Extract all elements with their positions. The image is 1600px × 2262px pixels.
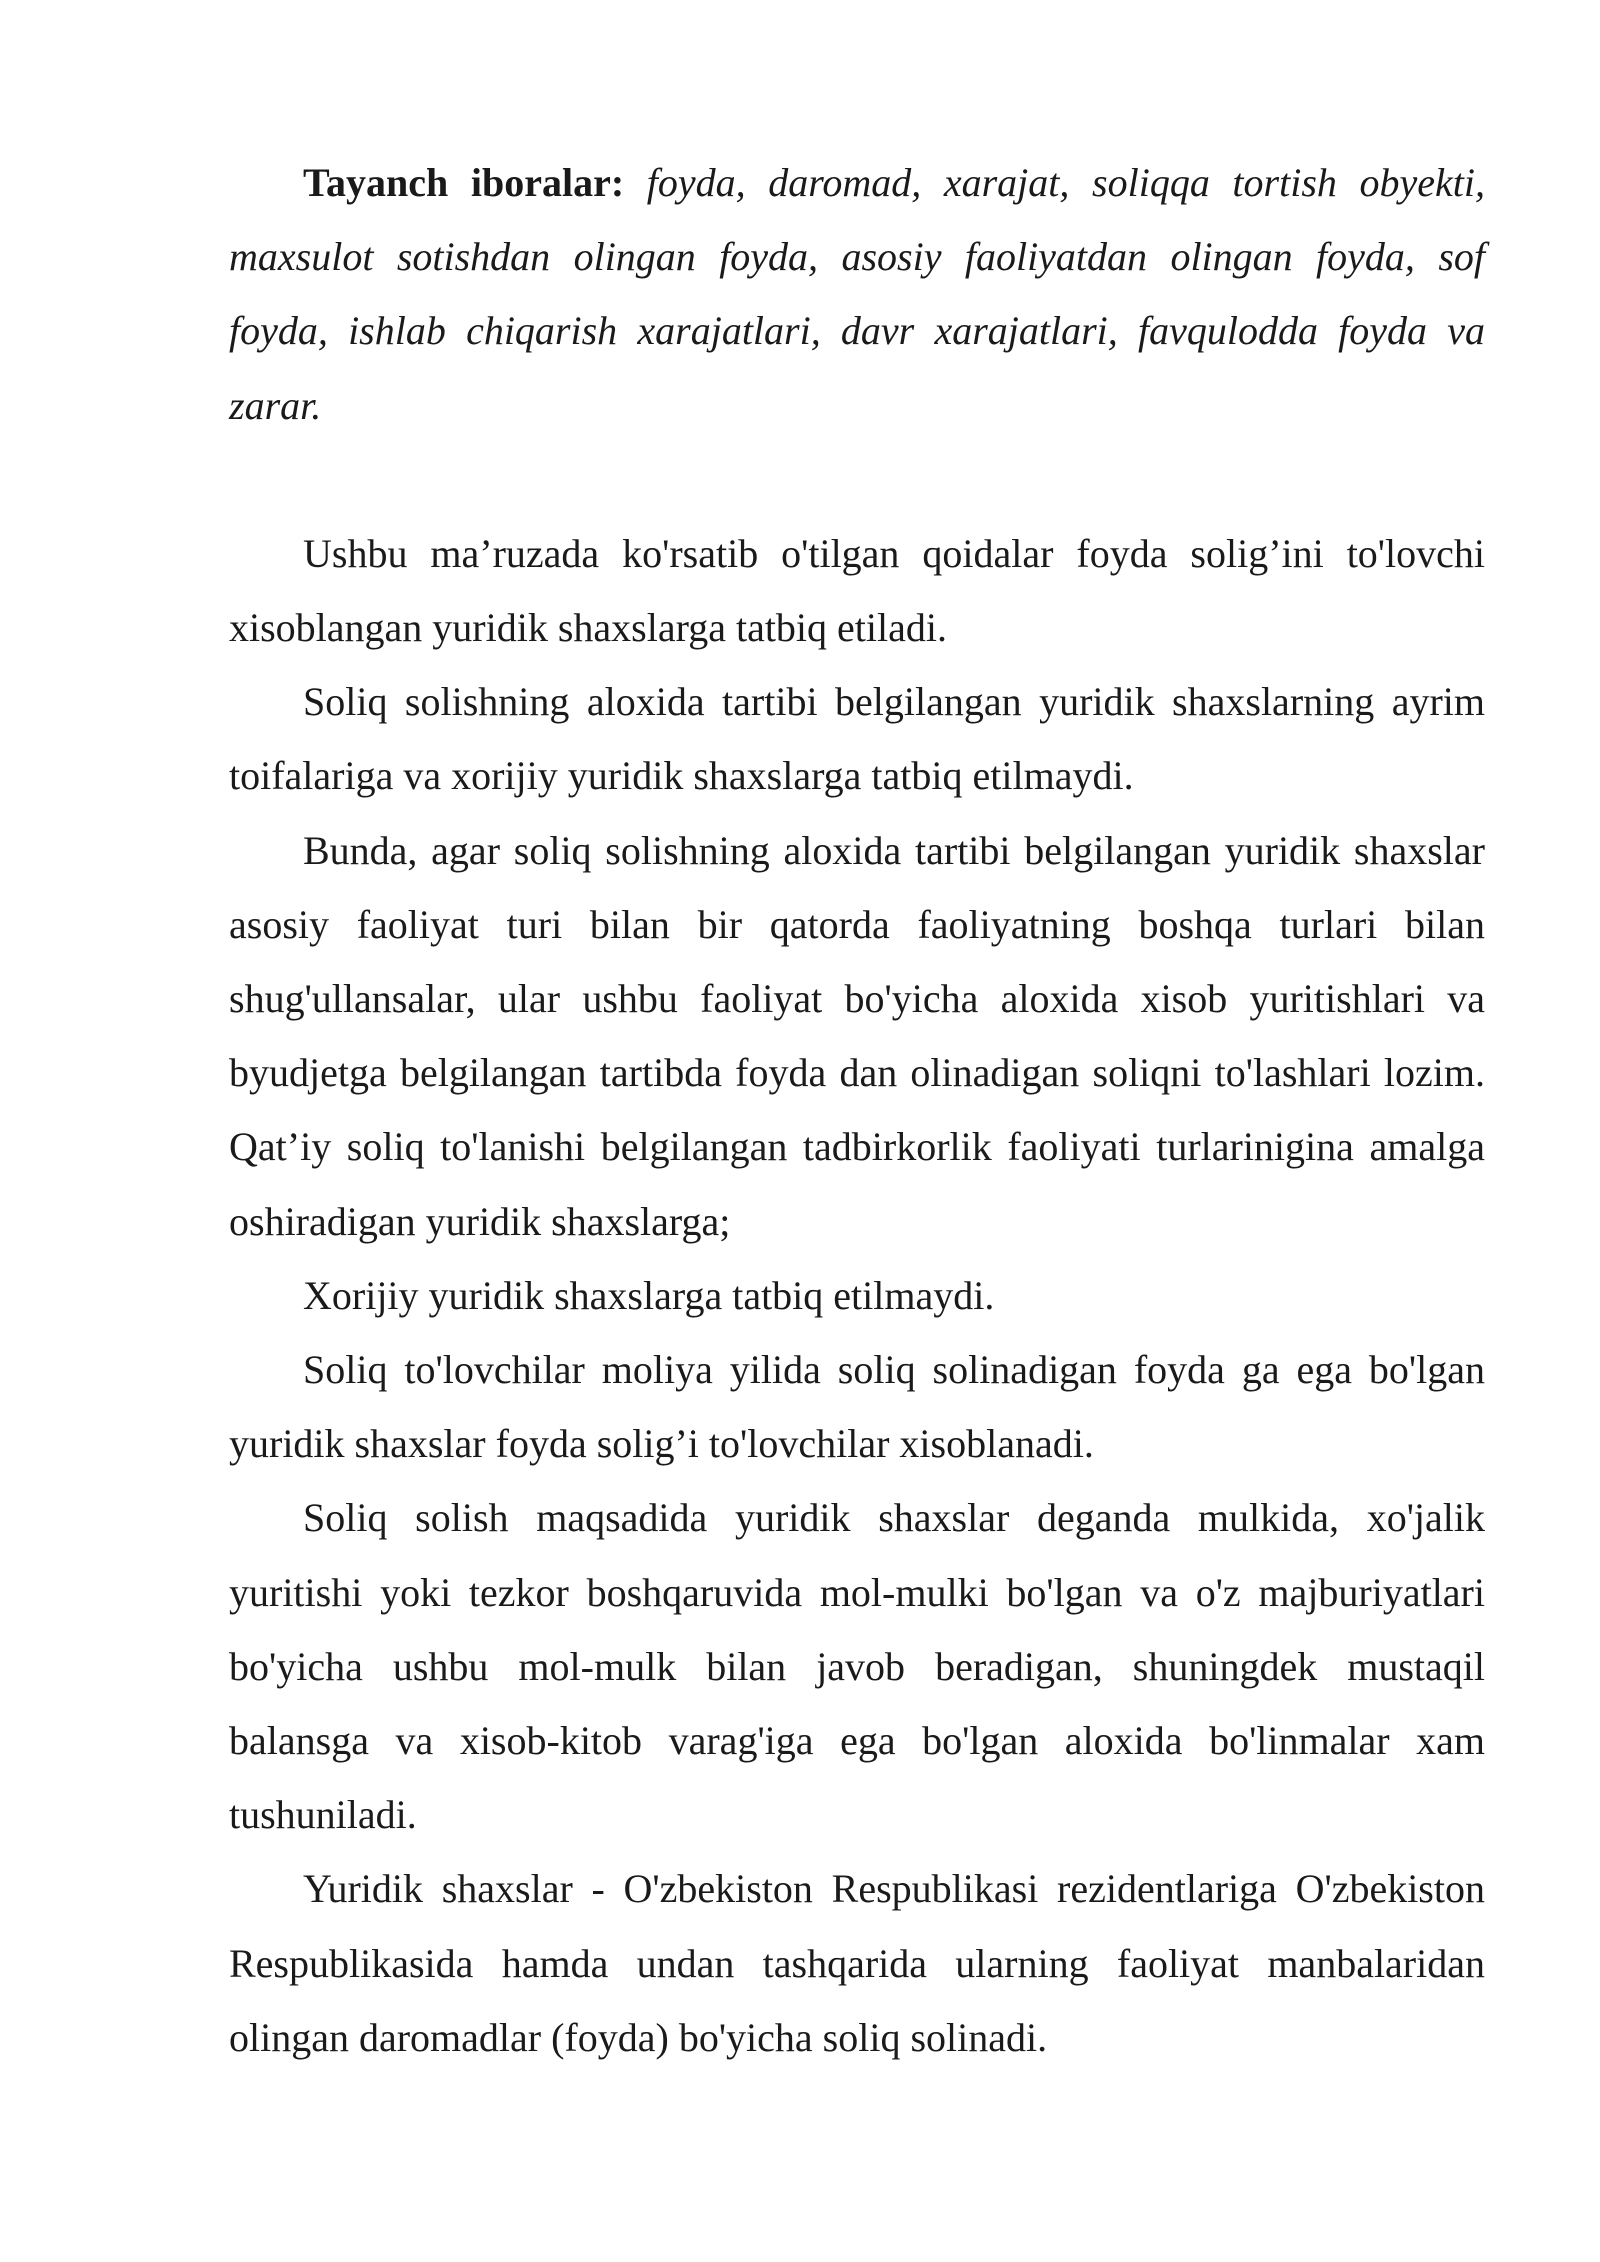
body-paragraph-7: Yuridik shaxslar - O'zbekiston Respublikasi rezidentlariga O'zbekiston Respublikasida hamda undan tashqarida ularning faoliyat manbalaridan olingan daromadlar (foyda) bo'yicha soliq solinadi. bbox=[229, 1866, 1485, 2060]
keywords-paragraph bbox=[229, 146, 1485, 443]
body-paragraph-5: Soliq to'lovchilar moliya yilida soliq solinadigan foyda ga ega bo'lgan yuridik shaxslar foyda solig’i to'lovchilar xisoblanadi. bbox=[229, 1347, 1485, 1467]
keywords-text: foyda, daromad, xarajat, soliqqa tortish obyekti, maxsulot sotishdan olingan foyda, asosiy faoliyatdan olingan foyda, sof foyda, ishlab chiqarish xarajatlari, davr xarajatlari, favqulodda foyda va zarar. bbox=[229, 160, 1486, 428]
document-body bbox=[229, 146, 1485, 2075]
body-paragraph-6: Soliq solish maqsadida yuridik shaxslar deganda mulkida, xo'jalik yuritishi yoki tezkor boshqaruvida mol-mulki bo'lgan va o'z majburiyatlari bo'yicha ushbu mol-mulk bilan javob beradigan, shuningdek mustaqil balansga va xisob-kitob varag'iga ega bo'lgan aloxida bo'linmalar xam tushuniladi. bbox=[229, 1495, 1485, 1838]
body-paragraph-4: Xorijiy yuridik shaxslarga tatbiq etilmaydi. bbox=[303, 1272, 995, 1318]
body-paragraph-1: Ushbu ma’ruzada ko'rsatib o'tilgan qoidalar foyda solig’ini to'lovchi xisoblangan yuridik shaxslarga tatbiq etiladi. bbox=[229, 530, 1485, 651]
keywords-label: Tayanch iboralar: bbox=[303, 160, 625, 205]
body-paragraph-2: Soliq solishning aloxida tartibi belgilangan yuridik shaxslarning ayrim toifalariga va xorijiy yuridik shaxslarga tatbiq etilmaydi. bbox=[229, 679, 1485, 799]
paragraph-spacer bbox=[229, 443, 1485, 517]
body-paragraph-3: Bunda, agar soliq solishning aloxida tartibi belgilangan yuridik shaxslar asosiy faoliyat turi bilan bir qatorda faoliyatning boshqa turlari bilan shug'ullansalar, ular ushbu faoliyat bo'yicha aloxida xisob yuritishlari va byudjetga belgilangan tartibda foyda dan olinadigan soliqni to'lashlari lozim. Qat’iy soliq to'lanishi belgilangan tadbirkorlik faoliyati turlarinigina amalga oshiradigan yuridik shaxslarga; bbox=[229, 827, 1485, 1244]
